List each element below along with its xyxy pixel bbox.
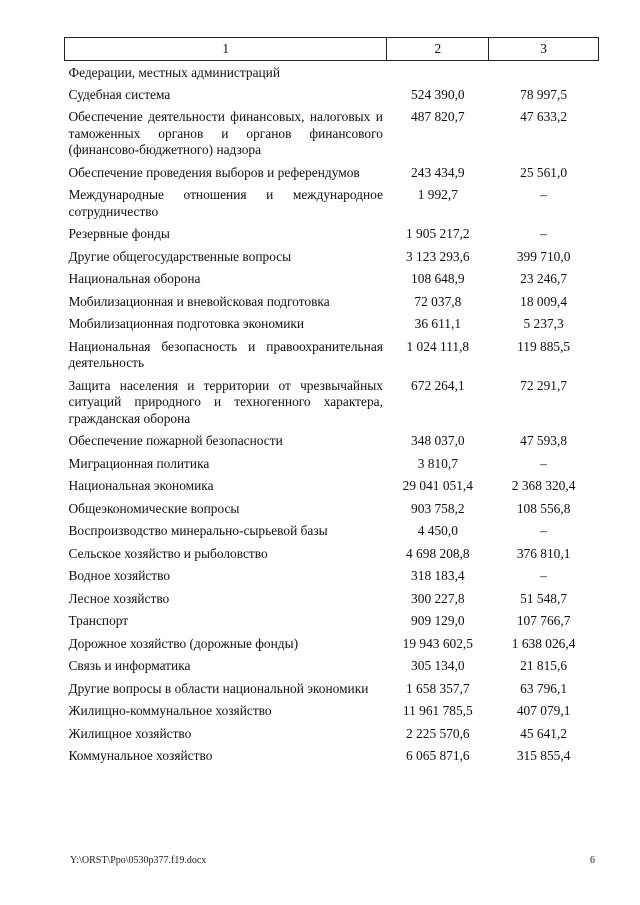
- row-value-col3: 108 556,8: [516, 500, 571, 516]
- row-value-col2: 1 992,7: [417, 187, 458, 202]
- row-name: Обеспечение пожарной безопасности: [68, 433, 283, 448]
- row-value-col3: 51 548,7: [520, 590, 568, 606]
- row-name: Международные отношения и международное сотрудничество: [68, 187, 383, 219]
- row-value-col2: 300 227,8: [411, 590, 465, 606]
- row-name: Резервные фонды: [68, 226, 170, 241]
- row-value-col2: 909 129,0: [411, 613, 465, 628]
- row-value-col3: 407 079,1: [516, 703, 571, 718]
- row-name: Миграционная политика: [68, 455, 210, 471]
- row-value-col3: 315 855,4: [516, 748, 571, 763]
- row-value-col2: 348 037,0: [411, 433, 465, 448]
- table-row: [65, 374, 599, 430]
- table-row: [65, 654, 599, 677]
- row-value-col3: 18 009,4: [520, 293, 568, 309]
- row-value-col2: 29 041 051,4: [402, 478, 473, 493]
- row-value-col3: –: [540, 187, 547, 202]
- row-value-col2: 1 658 357,7: [406, 680, 470, 696]
- row-value-col2: 4 698 208,8: [406, 545, 470, 561]
- table-row: [65, 474, 599, 497]
- row-name: Другие общегосударственные вопросы: [68, 248, 292, 264]
- row-name: Обеспечение проведения выборов и референдумов: [68, 164, 360, 180]
- row-value-col3: –: [540, 523, 547, 538]
- table-body: [65, 61, 599, 767]
- row-name: Национальная безопасность и правоохранительная деятельность: [68, 338, 383, 370]
- row-value-col2: [387, 61, 489, 83]
- table-row: [65, 429, 599, 452]
- row-value-col3: 1 638 026,4: [511, 635, 576, 651]
- row-name: Другие вопросы в области национальной экономики: [68, 680, 369, 696]
- row-value-col3: 45 641,2: [520, 725, 568, 741]
- row-value-col2: 1 024 111,8: [406, 338, 470, 354]
- row-value-col3: 25 561,0: [520, 164, 568, 180]
- footer-file-path: Y:\ORST\Ppo\0530p377.f19.docx: [70, 855, 207, 866]
- table-row: [65, 677, 599, 700]
- row-name: Дорожное хозяйство (дорожные фонды): [68, 635, 299, 651]
- table-row: [65, 564, 599, 587]
- row-value-col2: 4 450,0: [417, 523, 458, 538]
- table-row: [65, 452, 599, 475]
- table-row: [65, 744, 599, 767]
- row-value-col3: –: [540, 568, 547, 583]
- row-value-col3: 23 246,7: [520, 271, 568, 286]
- row-value-col3: 63 796,1: [520, 680, 568, 696]
- table-row: [65, 267, 599, 290]
- row-name: Федерации, местных администраций: [68, 65, 281, 80]
- table-row: [65, 587, 599, 610]
- table-row: [65, 312, 599, 335]
- row-value-col2: 243 434,9: [411, 164, 465, 180]
- table-row: [65, 542, 599, 565]
- table-header: [65, 38, 599, 61]
- table-row: [65, 497, 599, 520]
- row-name: Судебная система: [68, 86, 171, 102]
- budget-table: [64, 37, 599, 767]
- row-name: Мобилизационная и вневойсковая подготовка: [68, 293, 330, 309]
- row-value-col2: 1 905 217,2: [406, 226, 470, 241]
- table-row: [65, 222, 599, 245]
- row-value-col2: 6 065 871,6: [406, 748, 470, 763]
- row-value-col3: 376 810,1: [516, 545, 571, 561]
- table-row: [65, 105, 599, 161]
- column-header-1: 1: [65, 38, 387, 61]
- column-header-2: 2: [387, 38, 489, 61]
- table-row: [65, 61, 599, 83]
- row-name: Национальная экономика: [68, 478, 214, 493]
- row-name: Защита населения и территории от чрезвычайных ситуаций природного и техногенного характера, гражданская оборона: [68, 377, 383, 426]
- row-value-col2: 318 183,4: [411, 568, 465, 583]
- row-name: Общеэкономические вопросы: [68, 500, 240, 516]
- row-value-col2: 11 961 785,5: [402, 703, 473, 718]
- table-row: [65, 183, 599, 222]
- row-name: Обеспечение деятельности финансовых, налоговых и таможенных органов и органов финансового (финансово-бюджетного) надзора: [68, 109, 383, 157]
- row-name: Жилищное хозяйство: [68, 725, 192, 741]
- row-name: Жилищно-коммунальное хозяйство: [68, 703, 272, 718]
- column-header-3: 3: [489, 38, 599, 61]
- row-value-col3: 119 885,5: [517, 338, 571, 354]
- table-row: [65, 161, 599, 184]
- row-name: Коммунальное хозяйство: [68, 748, 213, 763]
- table-row: [65, 83, 599, 106]
- row-value-col3: 21 815,6: [520, 658, 568, 673]
- footer-page-number: 6: [590, 855, 595, 866]
- row-value-col3: 47 633,2: [520, 109, 568, 124]
- row-name: Мобилизационная подготовка экономики: [68, 316, 305, 331]
- row-name: Национальная оборона: [68, 271, 201, 286]
- row-value-col2: 524 390,0: [411, 86, 465, 102]
- row-value-col3: 78 997,5: [520, 86, 568, 102]
- row-value-col3: 5 237,3: [523, 316, 564, 331]
- table-row: [65, 245, 599, 268]
- table-row: [65, 519, 599, 542]
- row-value-col3: 72 291,7: [520, 377, 568, 393]
- row-value-col2: 903 758,2: [411, 500, 465, 516]
- row-name: Лесное хозяйство: [68, 590, 170, 606]
- row-name: Транспорт: [68, 613, 129, 628]
- row-name: Связь и информатика: [68, 658, 191, 673]
- row-value-col3: –: [540, 455, 547, 471]
- row-name: Воспроизводство минерально-сырьевой базы: [68, 523, 328, 538]
- row-value-col2: 305 134,0: [411, 658, 465, 673]
- row-name: Сельское хозяйство и рыболовство: [68, 545, 268, 561]
- table-row: [65, 609, 599, 632]
- table-row: [65, 699, 599, 722]
- row-value-col2: 2 225 570,6: [406, 725, 470, 741]
- row-value-col3: [489, 61, 599, 83]
- table-row: [65, 632, 599, 655]
- row-value-col2: 36 611,1: [414, 316, 462, 331]
- table-row: [65, 722, 599, 745]
- row-value-col2: 108 648,9: [411, 271, 465, 286]
- table-row: [65, 290, 599, 313]
- row-value-col2: 3 810,7: [417, 455, 458, 471]
- row-value-col3: 399 710,0: [516, 248, 571, 264]
- row-name: Водное хозяйство: [68, 568, 171, 583]
- row-value-col3: 2 368 320,4: [511, 478, 576, 493]
- row-value-col2: 72 037,8: [414, 293, 462, 309]
- table-row: [65, 335, 599, 374]
- row-value-col2: 487 820,7: [411, 109, 465, 124]
- row-value-col2: 3 123 293,6: [406, 248, 470, 264]
- row-value-col2: 672 264,1: [411, 377, 465, 393]
- row-value-col2: 19 943 602,5: [402, 635, 473, 651]
- row-value-col3: 47 593,8: [520, 433, 568, 448]
- row-value-col3: –: [540, 226, 547, 241]
- row-value-col3: 107 766,7: [516, 613, 571, 628]
